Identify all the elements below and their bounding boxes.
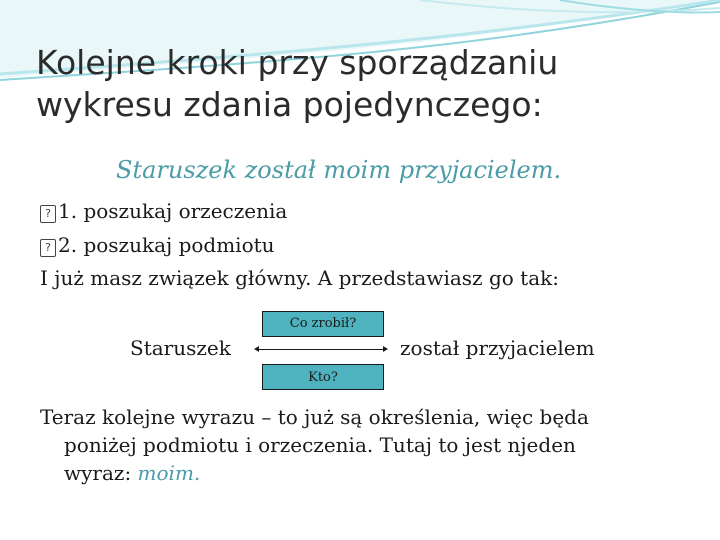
double-arrow-connector [258, 349, 384, 350]
title-line-1: Kolejne kroki przy sporządzaniu [36, 43, 559, 82]
conclusion-line-3-prefix: wyraz: [64, 461, 138, 485]
conclusion-line-2: poniżej podmiotu i orzeczenia. Tutaj to jest njeden [64, 433, 576, 457]
highlighted-word: moim. [137, 461, 201, 485]
predicate-question-box: Co zrobił? [262, 311, 384, 337]
step-text-2: 2. poszukaj podmiotu [58, 233, 275, 257]
intro-text: I już masz związek główny. A przedstawiasz go tak: [40, 266, 559, 290]
step-text-1: 1. poszukaj orzeczenia [58, 199, 288, 223]
conclusion-line-3 [40, 459, 700, 487]
subject-label: Staruszek [130, 336, 231, 360]
missing-glyph-icon: ? [40, 239, 56, 257]
title-line-2: wykresu zdania pojedynczego: [36, 85, 543, 124]
missing-glyph-icon: ? [40, 205, 56, 223]
example-sentence: Staruszek został moim przyjacielem. [116, 156, 562, 184]
conclusion-text [40, 403, 700, 487]
conclusion-line-1: Teraz kolejne wyrazu – to już są określenia, więc będa [40, 405, 589, 429]
subject-question-box: Kto? [262, 364, 384, 390]
predicate-label: został przyjacielem [400, 336, 595, 360]
